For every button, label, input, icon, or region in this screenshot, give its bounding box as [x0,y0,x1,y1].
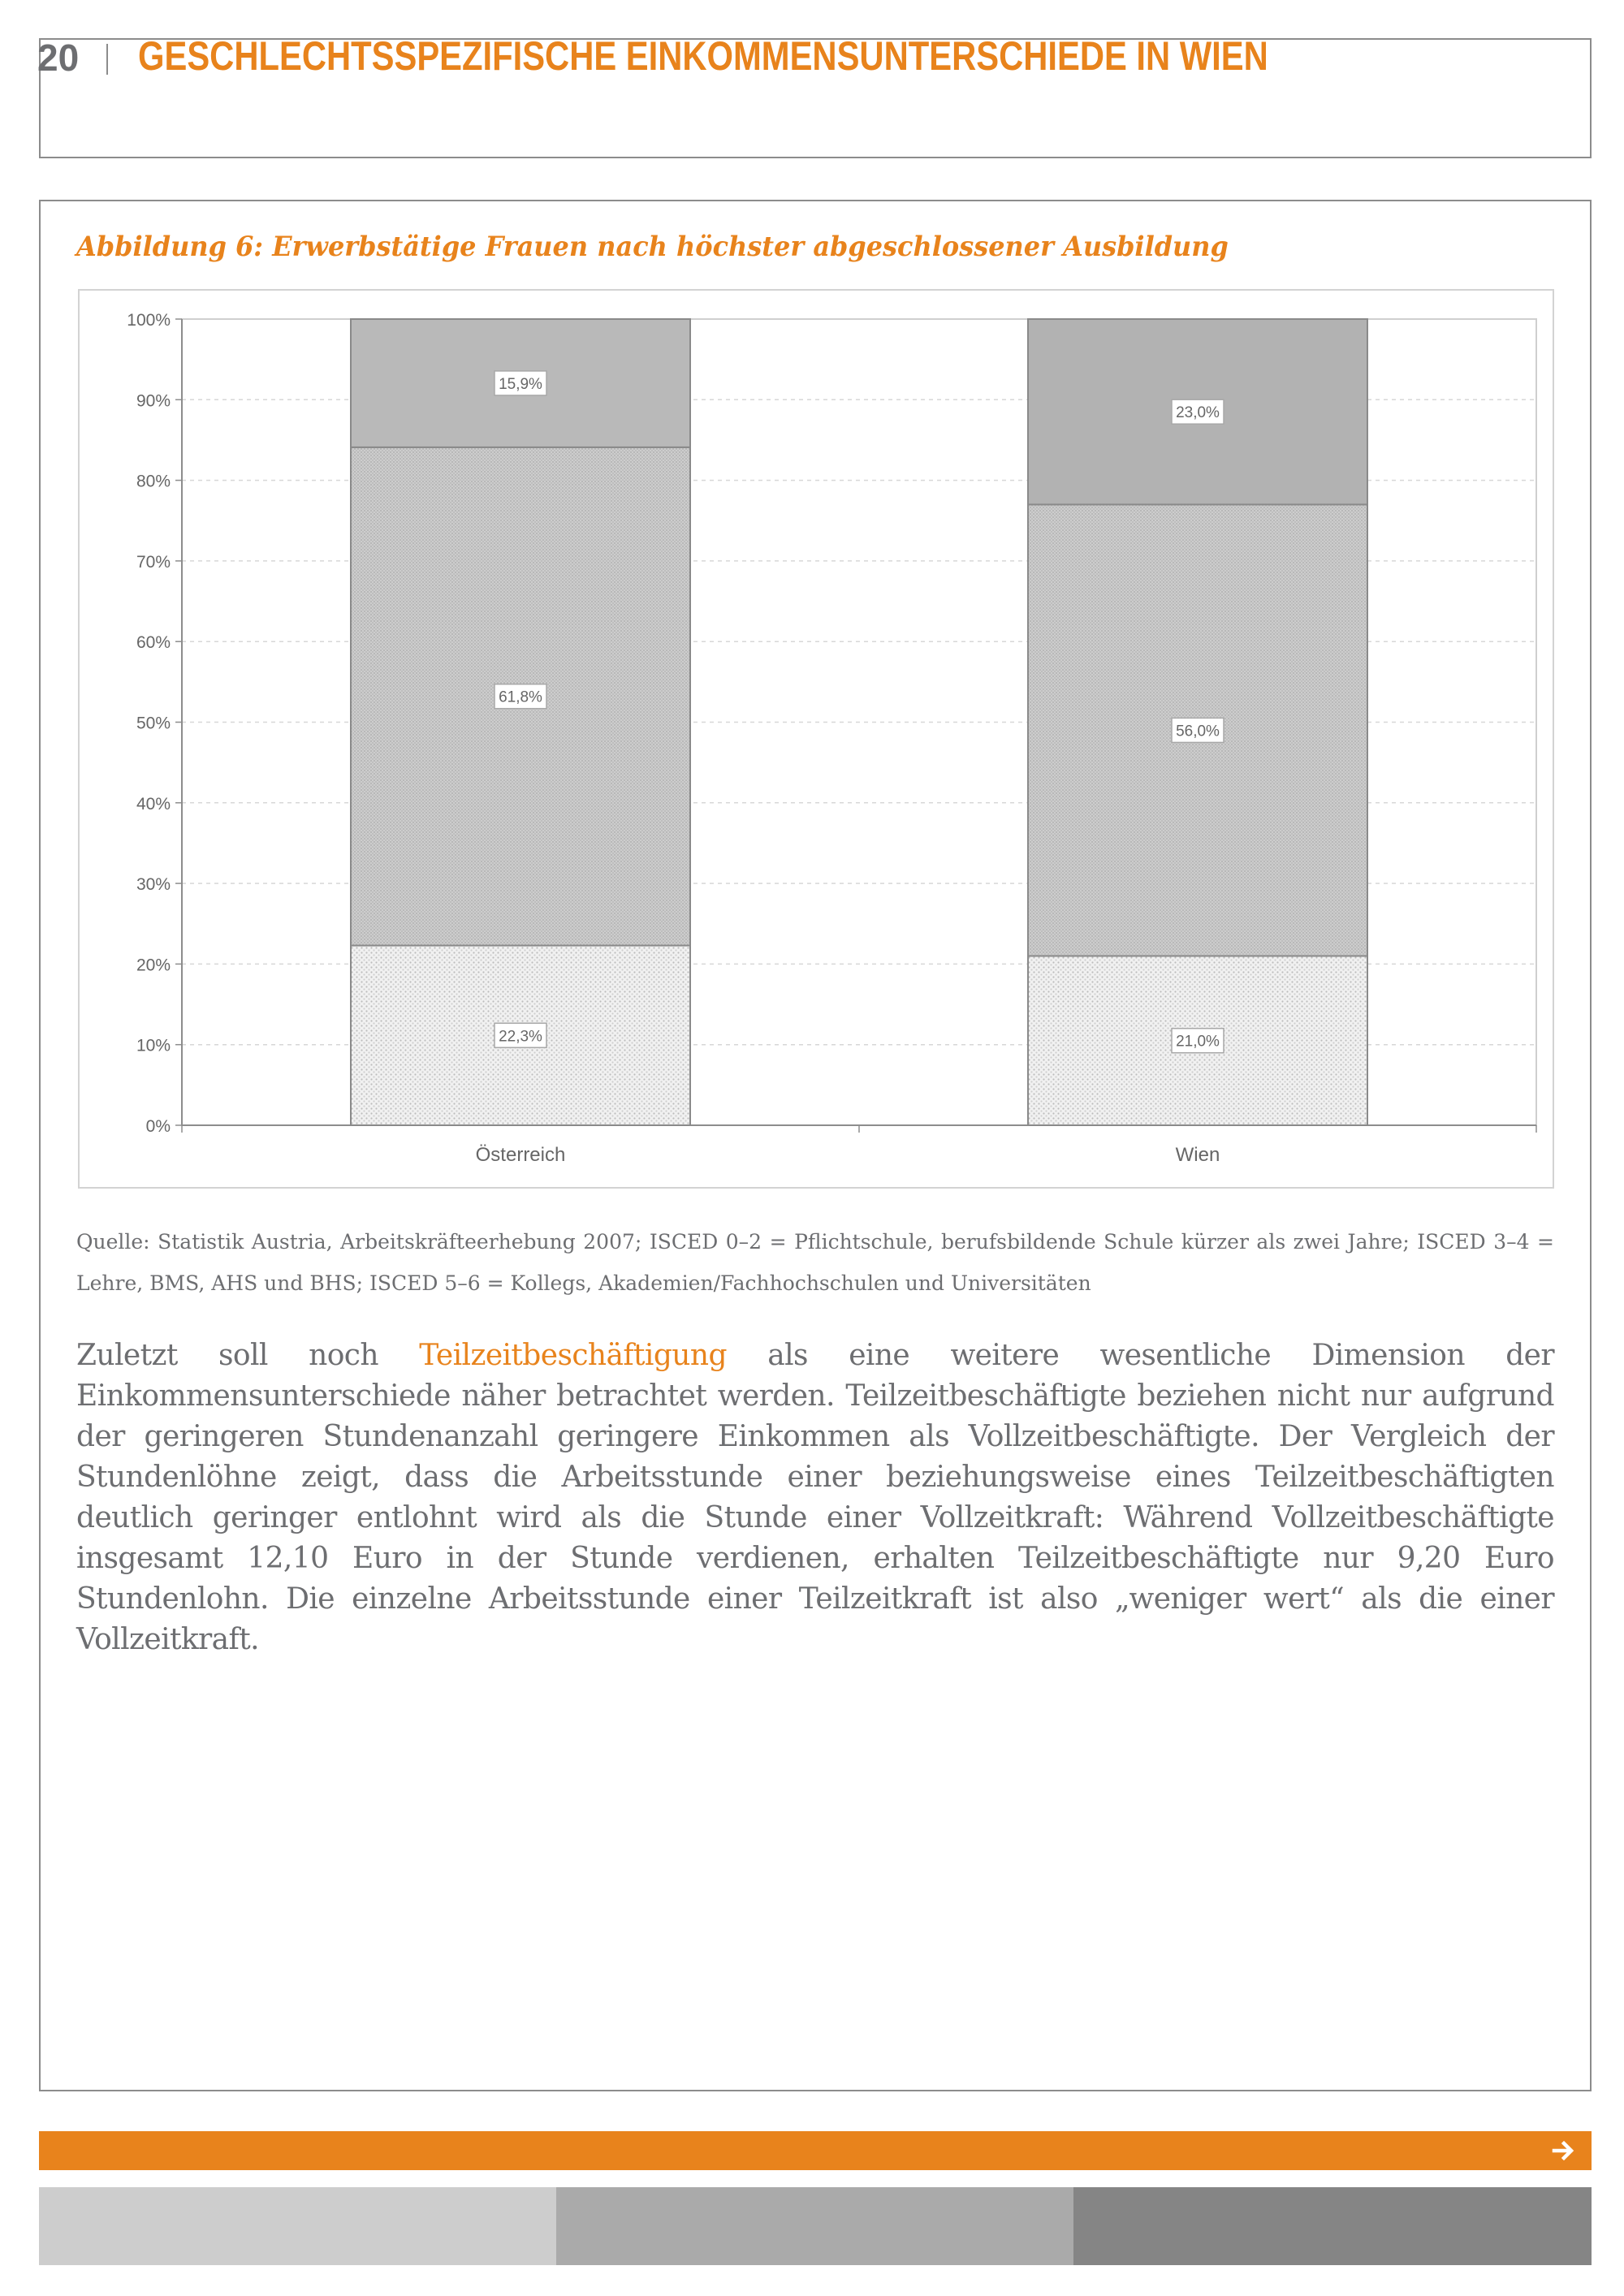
stacked-bar-chart [78,289,1554,1189]
data-label: 61,8% [499,688,542,706]
y-tick-label: 40% [136,794,171,814]
x-category-label: Österreich [475,1144,566,1166]
y-tick-label: 100% [127,311,171,330]
footer-orange-bar [39,2131,1592,2170]
data-label: 15,9% [499,375,542,393]
header-divider [106,44,108,75]
y-tick-label: 30% [136,875,171,895]
footer-gray-bar-3 [1073,2187,1592,2265]
body-text-rest: als eine weitere wesentliche Dimension der Einkommensunterschiede näher betrachtet werden. Teilzeitbeschäftigte beziehen nicht nur aufgrund der geringeren Stundenanzahl geringere Einkommen als Vollzeitbeschäftigte. Der Vergleich der Stundenlöhne zeigt, dass die Arbeitsstunde einer beziehungsweise eines Teilzeitbeschäftigten deutlich geringer entlohnt wird als die Stunde einer Vollzeitkraft: Während Vollzeitbeschäftigte insgesamt 12,10 Euro in der Stunde verdienen, erhalten Teilzeitbeschäftigte nur 9,20 Euro Stundenlohn. Die einzelne Arbeitsstunde einer Teilzeitkraft ist also „weniger wert“ als die einer Vollzeitkraft. [76,1339,1554,1656]
data-label: 21,0% [1176,1033,1220,1051]
body-paragraph [76,1336,1554,1660]
figure-caption: Abbildung 6: Erwerbstätige Frauen nach höchster abgeschlossener Ausbildung [76,231,1229,263]
footer-gray-bar-1 [39,2187,556,2265]
arrow-right-icon[interactable] [1551,2138,1577,2164]
page-number: 20 [37,37,80,79]
footer-gray-bar-2 [556,2187,1073,2265]
data-label: 56,0% [1176,723,1220,740]
y-tick-label: 80% [136,472,171,491]
figure-source-note: Quelle: Statistik Austria, Arbeitskräfteerhebung 2007; ISCED 0–2 = Pflichtschule, berufsbildende Schule kürzer als zwei Jahre; ISCED 3–4 = Lehre, BMS, AHS und BHS; ISCED 5–6 = Kollegs, Akademien/Fachhochschulen und Universitäten [76,1230,1554,1295]
y-tick-label: 10% [136,1036,171,1055]
data-label: 23,0% [1176,404,1220,422]
highlight-term: Teilzeitbeschäftigung [419,1339,727,1372]
body-text-start: Zuletzt soll noch [76,1339,420,1372]
y-tick-label: 70% [136,552,171,572]
y-tick-label: 20% [136,956,171,975]
page-title: GESCHLECHTSSPEZIFISCHE EINKOMMENSUNTERSCHIEDE IN WIEN [138,33,1268,79]
y-tick-label: 90% [136,391,171,411]
y-tick-label: 50% [136,714,171,733]
data-label: 22,3% [499,1028,542,1046]
y-tick-label: 0% [145,1117,171,1136]
y-tick-label: 60% [136,633,171,653]
x-category-label: Wien [1175,1144,1220,1166]
